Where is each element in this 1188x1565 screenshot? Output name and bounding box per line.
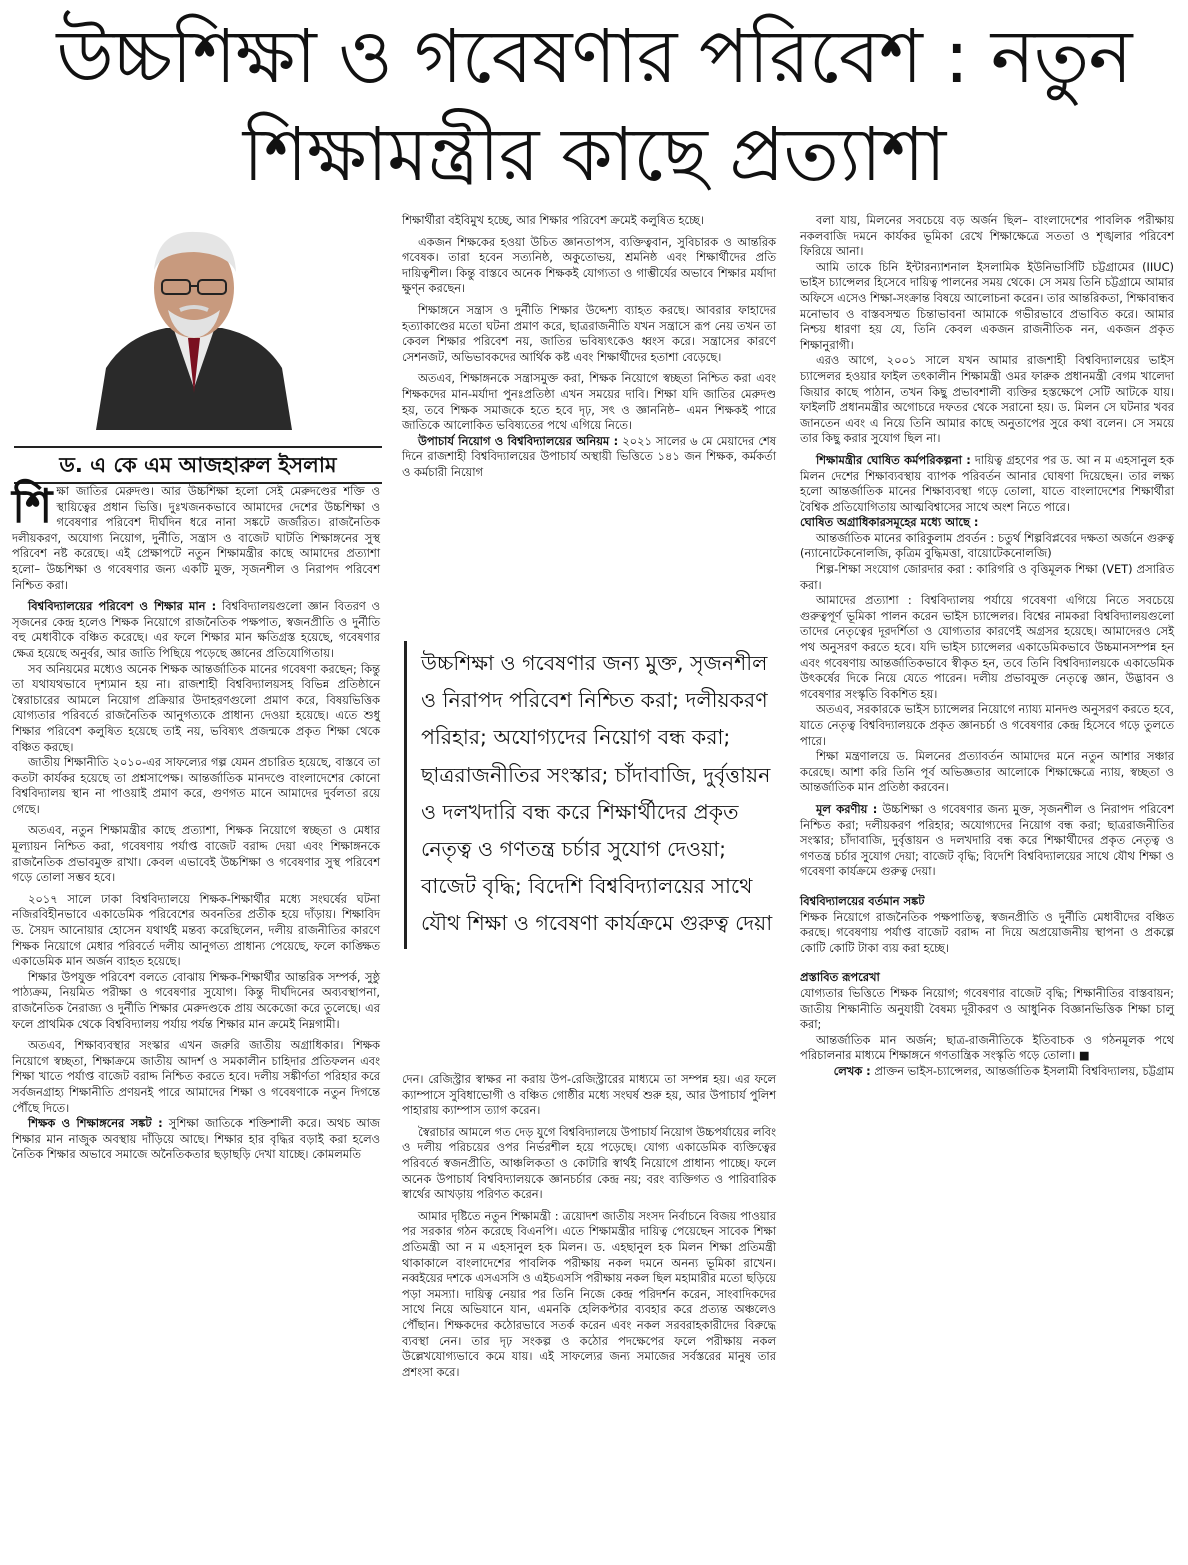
paragraph: স্বৈরাচার আমলে গত দেড় যুগে বিশ্ববিদ্যালয়ে উপাচার্য নিয়োগ উচ্চপর্যায়ের লবিং ও দলীয় পরিচয়ের ওপর নির্ভরশীল হয়ে পড়েছে। যোগ্য একাডেমিক ব্যক্তিত্বের পরিবর্তে স্বজনপ্রীতি, আঞ্চলিকতা ও কোটারি স্বার্থই নিয়োগে প্রাধান্য পাচ্ছে। ফলে অনেক উপাচার্য বিশ্ববিদ্যালয়কে জ্ঞানচর্চার কেন্দ্র নয়; বরং ব্যক্তিগত ও পারিবারিক স্বার্থের আখড়ায় পরিণত করেন। — [402, 1124, 776, 1202]
section-heading: বিশ্ববিদ্যালয়ের বর্তমান সঙ্কট — [800, 893, 925, 908]
paragraph: সুশিক্ষা জাতিকে শক্তিশালী করে। অথচ আজ শিক্ষার মান নাজুক অবস্থায় দাঁড়িয়ে আছে। শিক্ষার হার বৃদ্ধির বড়াই করা হলেও নৈতিক শিক্ষার অভাবে সমাজে অনৈতিকতার ছড়াছড়ি দেখা যাচ্ছে। কোমলমতি — [12, 1116, 380, 1162]
paragraph: আমি তাকে চিনি ইন্টারন্যাশনাল ইসলামিক ইউনিভার্সিটি চট্টগ্রামের (IIUC) ভাইস চ্যান্সেলর হিসেবে দায়িত্ব পালনের সময় থেকে। সে সময় তিনি চট্টগ্রামে আমার অফিসে এসেও শিক্ষা-সংক্রান্ত বিষয়ে আলোচনা করেন। তার আন্তরিকতা, শিক্ষাবান্ধব মনোভাব ও বাস্তবসম্মত চিন্তাভাবনা আমাকে গভীরভাবে প্রভাবিত করে। আমার নিশ্চয় ধারণা হয় যে, তিনি কেবল একজন রাজনীতিক নন, একজন প্রকৃত শিক্ষানুরাগী। — [800, 259, 1174, 352]
column-2 — [402, 213, 776, 481]
paragraph: আমার দৃষ্টিতে নতুন শিক্ষামন্ত্রী : ত্রয়োদশ জাতীয় সংসদ নির্বাচনে বিজয় পাওয়ার পর সরকার গঠন করেছে বিএনপি। এতে শিক্ষামন্ত্রীর দায়িত্ব পেয়েছেন সাবেক শিক্ষা প্রতিমন্ত্রী আ ন ম এহসানুল হক মিলন। ড. এহছানুল হক মিলন শিক্ষা প্রতিমন্ত্রী থাকাকালে বাংলাদেশের পাবলিক পরীক্ষায় নকল দমনে অনন্য ভূমিকা রাখেন। নব্বইয়ের দশকে এসএসসি ও এইচএসসি পরীক্ষায় নকল ছিল মহামারীর মতো ছড়িয়ে পড়া সমস্যা। দায়িত্ব নেয়ার পর তিনি নিজে কেন্দ্র পরিদর্শন করেন, সাংবাদিকদের সাথে নিয়ে অভিযানে যান, এমনকি হেলিকপ্টার ব্যবহার করে প্রত্যন্ত অঞ্চলেও পৌঁছান। শিক্ষকদের কঠোরভাবে সতর্ক করেন এবং নকল সরবরাহকারীদের বিরুদ্ধে ব্যবস্থা নেন। তার দৃঢ় সংকল্প ও কঠোর পদক্ষেপের ফলে পরীক্ষায় নকল উল্লেখযোগ্যভাবে কমে যায়। এই সাফল্যের জন্য সমাজের সর্বস্তরের মানুষ তার প্রশংসা করে। — [402, 1208, 776, 1379]
paragraph: অতএব, নতুন শিক্ষামন্ত্রীর কাছে প্রত্যাশা, শিক্ষক নিয়োগে স্বচ্ছতা ও মেধার মূল্যায়ন নিশ্চিত করা, গবেষণায় পর্যাপ্ত বাজেট বরাদ্দ দেয়া এবং শিক্ষাঙ্গনকে রাজনৈতিক প্রভাবমুক্ত রাখা। কেবল এভাবেই উচ্চশিক্ষা ও গবেষণার সুস্থ পরিবেশ গড়ে তোলা সম্ভব হবে। — [12, 823, 380, 885]
paragraph: শিক্ষা মন্ত্রণালয়ে ড. মিলনের প্রত্যাবর্তন আমাদের মনে নতুন আশার সঞ্চার করেছে। আশা করি তিনি পূর্ব অভিজ্ঞতার আলোকে শিক্ষাক্ষেত্রে ন্যায়, স্বচ্ছতা ও আন্তর্জাতিক মান প্রতিষ্ঠা করবেন। — [800, 749, 1174, 795]
headline: উচ্চশিক্ষা ও গবেষণার পরিবেশ : নতুন শিক্ষামন্ত্রীর কাছে প্রত্যাশা — [56, 14, 1132, 198]
column-1 — [12, 479, 380, 1163]
paragraph: জাতীয় শিক্ষানীতি ২০১০-এর সাফল্যের গল্প যেমন প্রচারিত হয়েছে, বাস্তবে তা কতটা কার্যকর হয়েছে তা প্রশ্নসাপেক্ষ। আন্তর্জাতিক মানদণ্ডে বাংলাদেশের কোনো বিশ্ববিদ্যালয় স্থান না পাওয়াই প্রমাণ করে, গুণগত মানে আমাদের দুর্বলতা রয়ে গেছে। — [12, 755, 380, 816]
section-heading: উপাচার্য নিয়োগ ও বিশ্ববিদ্যালয়ের অনিয়ম : — [418, 433, 619, 448]
paragraph: দায়িত্ব গ্রহণের পর ড. আ ন ম এহসানুল হক মিলন দেশের শিক্ষাব্যবস্থায় ব্যাপক পরিবর্তন আনার ঘোষণা দিয়েছেন। তার লক্ষ্য হলো আন্তর্জাতিক মানের শিক্ষাব্যবস্থা গড়ে তোলা, যাতে বাংলাদেশের শিক্ষার্থীরা বৈশ্বিক প্রতিযোগিতায় আত্মবিশ্বাসের সাথে অংশ নিতে পারে। — [800, 452, 1174, 514]
paragraph: শিক্ষক নিয়োগে রাজনৈতিক পক্ষপাতিত্ব, স্বজনপ্রীতি ও দুর্নীতি মেধাবীদের বঞ্চিত করছে। গবেষণায় পর্যাপ্ত বাজেট বরাদ্দ না দিয়ে অপ্রয়োজনীয় স্থাপনা ও প্রকল্পে কোটি কোটি টাকা ব্যয় করা হচ্ছে। — [800, 909, 1174, 955]
section-heading: শিক্ষামন্ত্রীর ঘোষিত কর্মপরিকল্পনা : — [816, 452, 971, 467]
paragraph: সব অনিয়মের মধ্যেও অনেক শিক্ষক আন্তর্জাতিক মানের গবেষণা করছেন; কিন্তু তা যথাযথভাবে দৃশ্যমান হয় না। রাজশাহী বিশ্ববিদ্যালয়সহ বিভিন্ন প্রতিষ্ঠানে স্বৈরাচারের আমলে নিয়োগ প্রক্রিয়ার উদাহরণগুলো প্রমাণ করে, বিষয়ভিত্তিক যোগ্যতার পরিবর্তে রাজনৈতিক আনুগত্যকে প্রাধান্য দেওয়া হয়েছে। এতে শুধু শিক্ষার পরিবেশ কলুষিত হয়েছে তাই নয়, ভবিষ্যৎ প্রজন্মকে প্রকৃত শিক্ষা থেকে বঞ্চিত করছে। — [12, 661, 380, 754]
paragraph: ক্ষা জাতির মেরুদণ্ড। আর উচ্চশিক্ষা হলো সেই মেরুদণ্ডের শক্তি ও স্থায়িত্বের প্রধান ভিত্তি। দুঃখজনকভাবে আমাদের দেশের উচ্চশিক্ষা ও গবেষণার পরিবেশ দীর্ঘদিন ধরে নানা সঙ্কটে জর্জরিত। রাজনৈতিক দলীয়করণ, অযোগ্য নিয়োগ, দুর্নীতি, সন্ত্রাস ও বাজেট ঘাটতি শিক্ষাঙ্গনের সুস্থ পরিবেশ নষ্ট করেছে। এই প্রেক্ষাপটে নতুন শিক্ষামন্ত্রীর কাছে আমাদের প্রত্যাশা হলো– উচ্চশিক্ষা ও গবেষণার জন্য একটি মুক্ত, সৃজনশীল ও নিরাপদ পরিবেশ নিশ্চিত করা। — [12, 484, 380, 592]
paragraph: বলা যায়, মিলনের সবচেয়ে বড় অর্জন ছিল– বাংলাদেশের পাবলিক পরীক্ষায় নকলবাজি দমনে কার্যকর ভূমিকা রেখে শিক্ষাক্ষেত্রে সততা ও শৃঙ্খলার পরিবেশ ফিরিয়ে আনা। — [800, 213, 1174, 259]
paragraph: যোগ্যতার ভিত্তিতে শিক্ষক নিয়োগ; গবেষণার বাজেট বৃদ্ধি; শিক্ষানীতির বাস্তবায়ন; জাতীয় শিক্ষানীতি অনুযায়ী বৈষম্য দূরীকরণ ও আধুনিক বিজ্ঞানভিত্তিক শিক্ষা চালু করা; — [800, 985, 1174, 1032]
section-heading: প্রস্তাবিত রূপরেখা — [800, 970, 880, 985]
pull-quote: উচ্চশিক্ষা ও গবেষণার জন্য মুক্ত, সৃজনশীল ও নিরাপদ পরিবেশ নিশ্চিত করা; দলীয়করণ পরিহার; অযোগ্যদের নিয়োগ বন্ধ করা; ছাত্ররাজনীতির সংস্কার; চাঁদাবাজি, দুর্বৃত্তায়ন ও দলখদারি বন্ধ করে শিক্ষার্থীদের প্রকৃত নেতৃত্ব ও গণতন্ত্র চর্চার সুযোগ দেওয়া; বাজেট বৃদ্ধি; বিদেশি বিশ্ববিদ্যালয়ের সাথে যৌথ শিক্ষা ও গবেষণা কার্যক্রমে গুরুত্ব দেয়া — [404, 641, 787, 949]
paragraph: এরও আগে, ২০০১ সালে যখন আমার রাজশাহী বিশ্ববিদ্যালয়ের ভাইস চ্যান্সেলর হওয়ার ফাইল তৎকালীন শিক্ষামন্ত্রী ওমর ফারুক প্রধানমন্ত্রী বেগম খালেদা জিয়ার কাছে পাঠান, তখন কিছু প্রভাবশালী ব্যক্তির হস্তক্ষেপে সেটি আটকে যায়। ফাইলটি প্রধানমন্ত্রীর অগোচরে দফতর থেকে সরানো হয়। ড. মিলন সে ঘটনার খবর জানতেন এবং এ নিয়ে তিনি আমার কাছে অনুতাপের সুরে কথা বলেন। সে সময়ে তার কিছু করার সুযোগ ছিল না। — [800, 353, 1174, 446]
section-heading: শিক্ষক ও শিক্ষাঙ্গনের সঙ্কট : — [28, 1116, 163, 1131]
paragraph: আন্তর্জাতিক মানের কারিকুলাম প্রবর্তন : চতুর্থ শিল্পবিপ্লবের দক্ষতা অর্জনে গুরুত্ব (ন্যানোটেকনোলজি, কৃত্রিম বুদ্ধিমত্তা, বায়োটেকনোলজি) — [800, 530, 1174, 561]
writer-label: লেখক : — [833, 1063, 871, 1078]
section-heading: ঘোষিত অগ্রাধিকারসমূহের মধ্যে আছে : — [800, 515, 979, 530]
paragraph: বিশ্ববিদ্যালয়গুলো জ্ঞান বিতরণ ও সৃজনের কেন্দ্র হলেও শিক্ষক নিয়োগে রাজনৈতিক পক্ষপাত, স্বজনপ্রীতি ও দুর্নীতি বহু মেধাবীকে বঞ্চিত করেছে। এর ফলে শিক্ষার মান ক্ষতিগ্রস্ত হয়েছে, গবেষণার ক্ষেত্র হয়েছে অনুর্বর, আর জাতি পিছিয়ে পড়েছে জ্ঞানের প্রতিযোগিতায়। — [12, 599, 380, 660]
paragraph: শিক্ষার উপযুক্ত পরিবেশ বলতে বোঝায় শিক্ষক-শিক্ষার্থীর আন্তরিক সম্পর্ক, সুষ্ঠু পাঠ্যক্রম, নিয়মিত পরীক্ষা ও গবেষণার সুযোগ। কিন্তু দীর্ঘদিনের অব্যবস্থাপনা, রাজনৈতিক নৈরাজ্য ও দুর্নীতি শিক্ষার মেরুদণ্ডকে প্রায় অকেজো করে তুলেছে। এর ফলে প্রাথমিক থেকে বিশ্ববিদ্যালয় পর্যায় পর্যন্ত শিক্ষার মান ক্রমেই নিম্নগামী। — [12, 969, 380, 1031]
paragraph: অতএব, সরকারকে ভাইস চ্যান্সেলর নিয়োগে ন্যায্য মানদণ্ড অনুসরণ করতে হবে, যাতে নেতৃত্ব বিশ্ববিদ্যালয়কে প্রকৃত জ্ঞানচর্চা ও গবেষণার কেন্দ্র হিসেবে গড়ে তুলতে পারে। — [800, 702, 1174, 748]
section-heading: মূল করণীয় : — [816, 801, 878, 816]
paragraph: উচ্চশিক্ষা ও গবেষণার জন্য মুক্ত, সৃজনশীল ও নিরাপদ পরিবেশ নিশ্চিত করা; দলীয়করণ পরিহার; অযোগ্যদের নিয়োগ বন্ধ করা; ছাত্ররাজনীতির সংস্কার; চাঁদাবাজি, দুর্বৃত্তায়ন ও দলখদারি বন্ধ করে শিক্ষার্থীদের প্রকৃত নেতৃত্ব ও গণতন্ত্র চর্চার সুযোগ দেয়া; বাজেট বৃদ্ধি; বিদেশি বিশ্ববিদ্যালয়ের সাথে যৌথ শিক্ষা ও গবেষণা কার্যক্রমে গুরুত্ব দেয়া। — [800, 801, 1175, 879]
column-2-continued — [402, 1072, 776, 1380]
paragraph: শিক্ষার্থীরা বইবিমুখ হচ্ছে, আর শিক্ষার পরিবেশ ক্রমেই কলুষিত হচ্ছে। — [402, 213, 704, 227]
paragraph: ২০১৭ সালে ঢাকা বিশ্ববিদ্যালয়ে শিক্ষক-শিক্ষার্থীর মধ্যে সংঘর্ষের ঘটনা নজিরবিহীনভাবে একাডেমিক পরিবেশের অবনতির প্রতীক হয়ে দাঁড়ায়। শিক্ষাবিদ ড. সৈয়দ আনোয়ার হোসেন যথার্থই মন্তব্য করেছিলেন, দলীয় রাজনীতির কারণে শিক্ষক নিয়োগে মেধার পরিবর্তে দলীয় আনুগত্য প্রাধান্য পেয়েছে, ফলে কাঙ্ক্ষিত একাডেমিক মান অর্জন ব্যাহত হয়েছে। — [12, 891, 380, 969]
paragraph: অতএব, শিক্ষাঙ্গনকে সন্ত্রাসমুক্ত করা, শিক্ষক নিয়োগে স্বচ্ছতা নিশ্চিত করা এবং শিক্ষকদের মান-মর্যাদা পুনঃপ্রতিষ্ঠা এখন সময়ের দাবি। শিক্ষা যদি জাতির মেরুদণ্ড হয়, তবে শিক্ষক সমাজকে হতে হবে দৃঢ়, সৎ ও জ্ঞাননিষ্ঠ– এমন শিক্ষকই পারে জাতিকে আলোকিত ভবিষ্যতের পথে এগিয়ে নিতে। — [402, 371, 776, 433]
paragraph: একজন শিক্ষকের হওয়া উচিত জ্ঞানতাপস, ব্যক্তিত্ববান, সুবিচারক ও আন্তরিক গবেষক। তারা হবেন সত্যনিষ্ঠ, অকুতোভয়, শ্রমনিষ্ঠ এবং শিক্ষার্থীদের প্রতি দায়িত্বশীল। কিন্তু বাস্তবে অনেক শিক্ষকই যোগ্যতা ও গাম্ভীর্যের অভাবে শিক্ষার মর্যাদা ক্ষুণ্ন করছেন। — [402, 234, 776, 296]
section-heading: বিশ্ববিদ্যালয়ের পরিবেশ ও শিক্ষার মান : — [28, 599, 217, 614]
paragraph: দেন। রেজিস্ট্রার স্বাক্ষর না করায় উপ-রেজিস্ট্রারের মাধ্যমে তা সম্পন্ন হয়। এর ফলে ক্যাম্পাসে সুবিধাভোগী ও বঞ্চিত গোষ্ঠীর মধ্যে সংঘর্ষ শুরু হয়, আর উপাচার্য পুলিশ পাহারায় ক্যাম্পাস ত্যাগ করেন। — [402, 1072, 776, 1118]
paragraph: শিক্ষাঙ্গনে সন্ত্রাস ও দুর্নীতি শিক্ষার উদ্দেশ্য ব্যাহত করছে। আবরার ফাহাদের হত্যাকাণ্ডের মতো ঘটনা প্রমাণ করে, ছাত্ররাজনীতি যখন সন্ত্রাসে রূপ নেয় তখন তা কেবল শিক্ষার পরিবেশ নয়, জাতির ভবিষ্যৎকেও ধ্বংস করে। সন্ত্রাসের কারণে সেশনজট, অভিভাবকদের আর্থিক কষ্ট এবং শিক্ষার্থীদের হতাশা বেড়েছে। — [402, 302, 776, 364]
author-byline: ড. এ কে এম আজহারুল ইসলাম — [14, 446, 382, 484]
paragraph: আন্তর্জাতিক মান অর্জন; ছাত্র-রাজনীতিকে ইতিবাচক ও গঠনমূলক পথে পরিচালনার মাধ্যমে শিক্ষাঙ্গনে গণতান্ত্রিক সংস্কৃতি গড়ে তোলা। ■ — [800, 1032, 1174, 1063]
dropcap: শি — [12, 479, 53, 533]
author-photo — [96, 218, 292, 430]
paragraph: ২০২১ সালের ৬ মে মেয়াদের শেষ দিনে রাজশাহী বিশ্ববিদ্যালয়ের উপাচার্য অস্থায়ী ভিত্তিতে ১৪১ জন শিক্ষক, কর্মকর্তা ও কর্মচারী নিয়োগ — [402, 433, 776, 479]
writer-info: প্রাক্তন ভাইস-চ্যান্সেলর, আন্তর্জাতিক ইসলামী বিশ্ববিদ্যালয়, চট্টগ্রাম — [870, 1063, 1174, 1078]
paragraph: আমাদের প্রত্যাশা : বিশ্ববিদ্যালয় পর্যায়ে গবেষণা এগিয়ে নিতে সবচেয়ে গুরুত্বপূর্ণ ভূমিকা পালন করেন ভাইস চ্যান্সেলর। বিশ্বের নামকরা বিশ্ববিদ্যালয়গুলো তাদের নেতৃত্বের দূরদর্শিতা ও যোগ্যতার কারণেই অগ্রসর হয়েছে। আমাদেরও সেই পথ অনুসরণ করতে হবে। যদি ভাইস চ্যান্সেলর একাডেমিকভাবে উচ্চমানসম্পন্ন হন এবং গবেষণায় আন্তর্জাতিকভাবে স্বীকৃত হন, তবে তিনি বিশ্ববিদ্যালয়কে একাডেমিক উৎকর্ষের দিকে নিয়ে যেতে পারেন। দলীয় প্রভাবমুক্ত নেতৃত্বে জ্ঞান, উদ্ভাবন ও গবেষণার সংস্কৃতি বিকশিত হয়। — [800, 593, 1174, 701]
paragraph: শিল্প-শিক্ষা সংযোগ জোরদার করা : কারিগরি ও বৃত্তিমূলক শিক্ষা (VET) প্রসারিত করা। — [800, 562, 1174, 592]
paragraph: অতএব, শিক্ষাব্যবস্থার সংস্কার এখন জরুরি জাতীয় অগ্রাধিকার। শিক্ষক নিয়োগে স্বচ্ছতা, শিক্ষাক্রমে জাতীয় আদর্শ ও সমকালীন চাহিদার প্রতিফলন এবং শিক্ষা খাতে পর্যাপ্ত বাজেট বরাদ্দ নিশ্চিত করতে হবে। দলীয় সঙ্কীর্ণতা পরিহার করে সর্বজনগ্রাহ্য শিক্ষানীতি প্রণয়নই পারে আমাদের শিক্ষা ও গবেষণাকে নতুন দিগন্তে পৌঁছে দিতে। — [12, 1038, 380, 1115]
column-3 — [800, 213, 1174, 1079]
author-portrait-icon — [96, 218, 292, 430]
